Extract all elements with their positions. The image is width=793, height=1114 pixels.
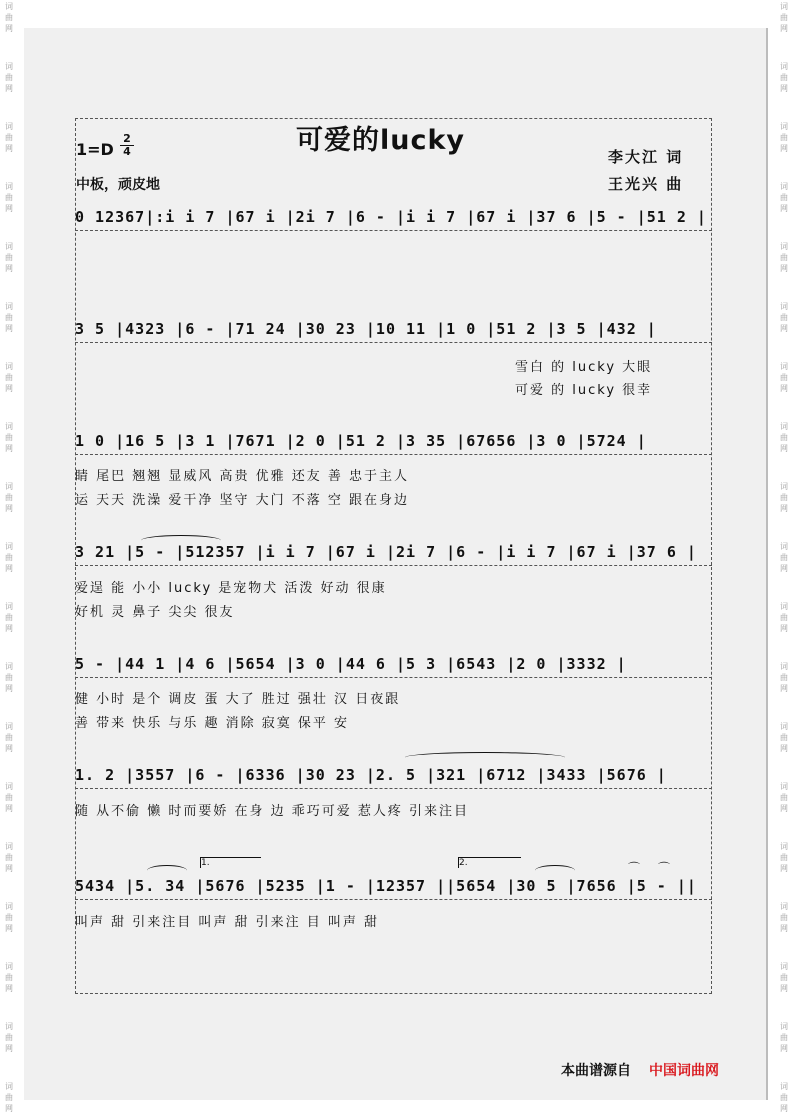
watermark-char: 网 xyxy=(780,564,788,573)
watermark-char: 网 xyxy=(5,924,13,933)
watermark-char: 曲 xyxy=(5,433,13,442)
watermark-char: 曲 xyxy=(780,493,788,502)
watermark-char: 词 xyxy=(780,602,788,611)
watermark-char: 词 xyxy=(5,542,13,551)
tempo-marking: 中板，顽皮地 xyxy=(76,177,160,193)
watermark-char: 网 xyxy=(5,684,13,693)
watermark-char: 曲 xyxy=(5,133,13,142)
watermark-char: 词 xyxy=(5,2,13,11)
watermark-char: 网 xyxy=(5,1104,13,1113)
time-signature-bottom: 4 xyxy=(123,145,131,158)
notation-staff: 1. 2 |3557 |6 - |6336 |30 23 |2. 5 |321 |6712 |3433 |5676 | xyxy=(75,764,712,789)
source-footer xyxy=(561,1060,719,1080)
watermark-char: 词 xyxy=(780,962,788,971)
watermark-char: 网 xyxy=(780,864,788,873)
lyric-verse-1: 爱逞 能 小小 lucky 是宠物犬 活泼 好动 很康 xyxy=(75,581,387,596)
watermark-char: 曲 xyxy=(5,613,13,622)
watermark-char: 曲 xyxy=(5,853,13,862)
watermark-char: 词 xyxy=(780,182,788,191)
watermark-char: 曲 xyxy=(5,673,13,682)
watermark-char: 曲 xyxy=(780,793,788,802)
watermark-char: 网 xyxy=(780,924,788,933)
watermark-char: 曲 xyxy=(5,733,13,742)
fermata-icon: ⌒ xyxy=(628,861,641,875)
watermark-char: 词 xyxy=(5,602,13,611)
watermark-char: 词 xyxy=(5,482,13,491)
watermark-char: 曲 xyxy=(5,913,13,922)
watermark-char: 网 xyxy=(780,264,788,273)
lyric-verse-1: 健 小时 是个 调皮 蛋 大了 胜过 强壮 汉 日夜跟 xyxy=(75,692,401,707)
watermark-char: 曲 xyxy=(5,13,13,22)
watermark-char: 网 xyxy=(780,144,788,153)
watermark-char: 词 xyxy=(780,722,788,731)
fermata-icon: ⌒ xyxy=(658,861,671,875)
watermark-char: 网 xyxy=(780,324,788,333)
lyric-verse-2: 好机 灵 鼻子 尖尖 很友 xyxy=(75,605,235,620)
watermark-char: 词 xyxy=(780,1022,788,1031)
watermark-char: 词 xyxy=(5,1022,13,1031)
watermark-char: 网 xyxy=(5,744,13,753)
watermark-char: 词 xyxy=(5,62,13,71)
time-signature xyxy=(120,133,134,158)
watermark-char: 曲 xyxy=(5,973,13,982)
watermark-char: 网 xyxy=(5,984,13,993)
watermark-char: 网 xyxy=(5,624,13,633)
lyric-verse-2: 可爱 的 lucky 很幸 xyxy=(515,383,653,398)
watermark-char: 曲 xyxy=(780,913,788,922)
watermark-char: 网 xyxy=(780,1044,788,1053)
watermark-char: 词 xyxy=(5,362,13,371)
watermark-char: 曲 xyxy=(5,313,13,322)
watermark-char: 曲 xyxy=(5,493,13,502)
volta-bracket-1: 1. xyxy=(200,857,261,868)
watermark-char: 词 xyxy=(5,242,13,251)
watermark-char: 曲 xyxy=(780,13,788,22)
watermark-char: 曲 xyxy=(780,853,788,862)
slur-mark xyxy=(405,752,565,763)
watermark-char: 网 xyxy=(5,84,13,93)
watermark-char: 网 xyxy=(780,24,788,33)
lyric-verse-1: 叫声 甜 引来注目 叫声 甜 引来注 目 叫声 甜 xyxy=(75,915,380,930)
watermark-char: 网 xyxy=(780,1104,788,1113)
watermark-char: 曲 xyxy=(5,553,13,562)
watermark-char: 网 xyxy=(5,864,13,873)
watermark-char: 曲 xyxy=(5,253,13,262)
lyric-verse-2: 善 带来 快乐 与乐 趣 消除 寂寞 保平 安 xyxy=(75,716,350,731)
lyric-verse-2: 运 天天 洗澡 爱干净 坚守 大门 不落 空 跟在身边 xyxy=(75,493,410,508)
watermark-char: 词 xyxy=(780,1082,788,1091)
watermark-char: 网 xyxy=(5,564,13,573)
watermark-char: 网 xyxy=(5,24,13,33)
watermark-char: 曲 xyxy=(780,313,788,322)
notation-staff: 3 5 |4323 |6 - |71 24 |30 23 |10 11 |1 0 |51 2 |3 5 |432 | xyxy=(75,318,712,343)
watermark-char: 网 xyxy=(5,204,13,213)
watermark-char: 词 xyxy=(780,842,788,851)
lyric-verse-1: 睛 尾巴 翘翘 显威风 高贵 优雅 还友 善 忠于主人 xyxy=(75,469,410,484)
watermark-char: 词 xyxy=(5,722,13,731)
watermark-char: 词 xyxy=(780,122,788,131)
watermark-char: 词 xyxy=(780,242,788,251)
watermark-char: 曲 xyxy=(5,1033,13,1042)
watermark-char: 曲 xyxy=(780,973,788,982)
watermark-char: 词 xyxy=(5,842,13,851)
watermark-char: 词 xyxy=(5,302,13,311)
watermark-char: 网 xyxy=(780,624,788,633)
watermark-char: 词 xyxy=(5,182,13,191)
watermark-char: 曲 xyxy=(780,613,788,622)
watermark-char: 曲 xyxy=(780,433,788,442)
watermark-char: 网 xyxy=(5,384,13,393)
site-link[interactable]: 中国词曲网 xyxy=(649,1063,719,1079)
song-title: 可爱的lucky xyxy=(296,125,466,156)
watermark-char: 词 xyxy=(780,302,788,311)
watermark-char: 曲 xyxy=(5,73,13,82)
notation-staff: 3 21 |5 - |512357 |i i 7 |67 i |2i 7 |6 - |i i 7 |67 i |37 6 | xyxy=(75,541,712,566)
left-watermark-strip xyxy=(0,0,18,1113)
watermark-char: 词 xyxy=(5,902,13,911)
watermark-char: 词 xyxy=(5,962,13,971)
lyricist-credit: 李大江 词 xyxy=(608,148,684,166)
watermark-char: 曲 xyxy=(780,553,788,562)
watermark-char: 词 xyxy=(780,62,788,71)
source-label: 本曲谱源自 xyxy=(561,1063,631,1079)
watermark-char: 曲 xyxy=(780,733,788,742)
key-signature: 1=D xyxy=(76,140,114,159)
right-watermark-strip xyxy=(775,0,793,1113)
watermark-char: 网 xyxy=(780,504,788,513)
lyric-verse-1: 雪白 的 lucky 大眼 xyxy=(515,360,653,375)
watermark-char: 词 xyxy=(5,1082,13,1091)
watermark-char: 词 xyxy=(780,902,788,911)
watermark-char: 词 xyxy=(780,782,788,791)
watermark-char: 词 xyxy=(5,662,13,671)
composer-credit: 王光兴 曲 xyxy=(608,175,684,193)
watermark-char: 曲 xyxy=(5,793,13,802)
watermark-char: 曲 xyxy=(780,193,788,202)
watermark-char: 网 xyxy=(5,444,13,453)
watermark-char: 曲 xyxy=(780,133,788,142)
watermark-char: 网 xyxy=(780,744,788,753)
watermark-char: 网 xyxy=(780,804,788,813)
notation-staff: 5434 |5. 34 |5676 |5235 |1 - |12357 ||5654 |30 5 |7656 |5 - || xyxy=(75,875,712,900)
watermark-char: 网 xyxy=(780,444,788,453)
watermark-char: 词 xyxy=(780,542,788,551)
watermark-char: 词 xyxy=(780,362,788,371)
lyric-verse-1: 随 从不偷 懒 时而要娇 在身 边 乖巧可爱 惹人疼 引来注目 xyxy=(75,804,470,819)
notation-staff: 1 0 |16 5 |3 1 |7671 |2 0 |51 2 |3 35 |67656 |3 0 |5724 | xyxy=(75,430,712,455)
watermark-char: 词 xyxy=(780,662,788,671)
watermark-char: 网 xyxy=(5,324,13,333)
watermark-char: 词 xyxy=(780,2,788,11)
watermark-char: 曲 xyxy=(780,373,788,382)
watermark-char: 曲 xyxy=(780,253,788,262)
volta-bracket-2: 2. xyxy=(458,857,521,868)
watermark-char: 网 xyxy=(5,504,13,513)
watermark-char: 网 xyxy=(5,804,13,813)
watermark-char: 曲 xyxy=(780,1033,788,1042)
watermark-char: 网 xyxy=(5,1044,13,1053)
watermark-char: 网 xyxy=(780,84,788,93)
watermark-char: 网 xyxy=(780,384,788,393)
watermark-char: 曲 xyxy=(780,73,788,82)
notation-staff: 5 - |44 1 |4 6 |5654 |3 0 |44 6 |5 3 |6543 |2 0 |3332 | xyxy=(75,653,712,678)
watermark-char: 网 xyxy=(780,984,788,993)
watermark-char: 词 xyxy=(5,782,13,791)
watermark-char: 词 xyxy=(780,482,788,491)
watermark-char: 网 xyxy=(5,264,13,273)
watermark-char: 曲 xyxy=(5,193,13,202)
watermark-char: 曲 xyxy=(780,673,788,682)
notation-staff: 0 12367|:i i 7 |67 i |2i 7 |6 - |i i 7 |67 i |37 6 |5 - |51 2 | xyxy=(75,206,712,231)
time-signature-top: 2 xyxy=(120,133,134,146)
watermark-char: 曲 xyxy=(5,373,13,382)
watermark-char: 曲 xyxy=(5,1093,13,1102)
watermark-char: 网 xyxy=(780,684,788,693)
watermark-char: 曲 xyxy=(780,1093,788,1102)
watermark-char: 词 xyxy=(5,122,13,131)
watermark-char: 词 xyxy=(5,422,13,431)
watermark-char: 词 xyxy=(780,422,788,431)
watermark-char: 网 xyxy=(5,144,13,153)
watermark-char: 网 xyxy=(780,204,788,213)
